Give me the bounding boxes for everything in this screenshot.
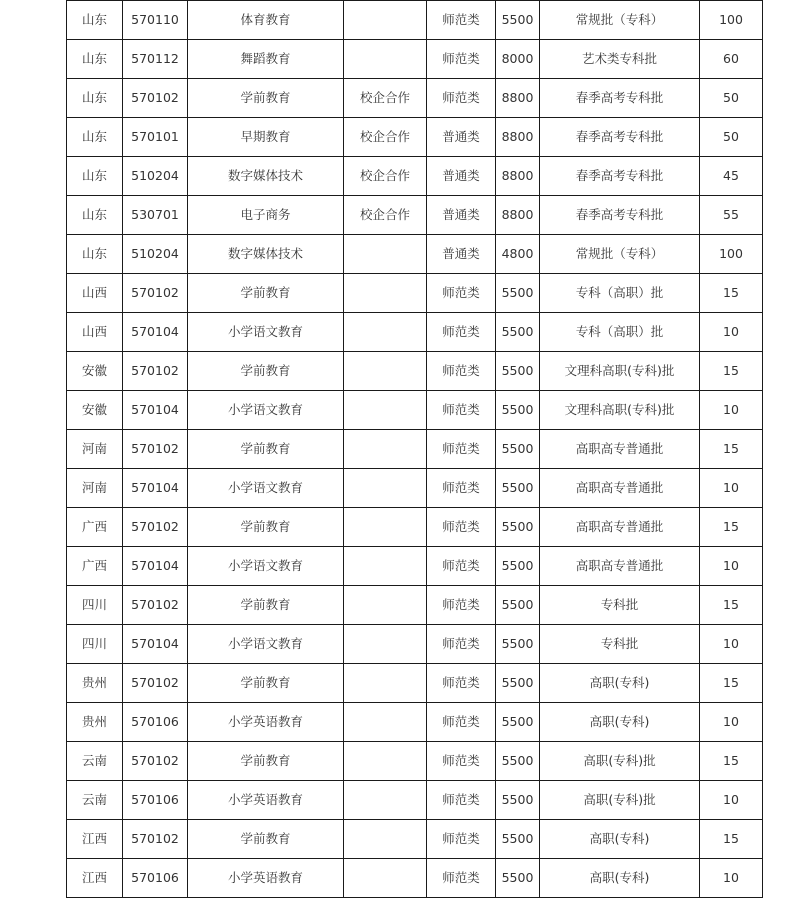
tuition-cell: 8800 <box>496 157 540 196</box>
plan-count-cell: 60 <box>700 40 763 79</box>
plan-count-cell: 10 <box>700 781 763 820</box>
batch-cell: 高职(专科) <box>540 664 700 703</box>
plan-count-cell: 15 <box>700 352 763 391</box>
plan-count-cell: 50 <box>700 79 763 118</box>
major-code-cell: 570104 <box>123 391 188 430</box>
tuition-cell: 5500 <box>496 859 540 898</box>
plan-count-cell: 10 <box>700 859 763 898</box>
category-cell: 师范类 <box>427 625 496 664</box>
category-cell: 师范类 <box>427 1 496 40</box>
tuition-cell: 8800 <box>496 79 540 118</box>
major-name-cell: 学前教育 <box>188 274 344 313</box>
major-name-cell: 小学语文教育 <box>188 469 344 508</box>
province-cell: 安徽 <box>67 391 123 430</box>
batch-cell: 专科批 <box>540 625 700 664</box>
major-name-cell: 小学语文教育 <box>188 547 344 586</box>
batch-cell: 高职高专普通批 <box>540 547 700 586</box>
major-code-cell: 510204 <box>123 235 188 274</box>
note-cell <box>344 235 427 274</box>
category-cell: 师范类 <box>427 820 496 859</box>
major-name-cell: 学前教育 <box>188 79 344 118</box>
batch-cell: 高职(专科)批 <box>540 742 700 781</box>
note-cell: 校企合作 <box>344 196 427 235</box>
note-cell <box>344 430 427 469</box>
table-row <box>67 742 763 781</box>
tuition-cell: 5500 <box>496 547 540 586</box>
major-name-cell: 学前教育 <box>188 430 344 469</box>
batch-cell: 春季高考专科批 <box>540 79 700 118</box>
category-cell: 普通类 <box>427 157 496 196</box>
province-cell: 四川 <box>67 625 123 664</box>
province-cell: 山东 <box>67 235 123 274</box>
note-cell <box>344 625 427 664</box>
plan-count-cell: 10 <box>700 313 763 352</box>
plan-count-cell: 10 <box>700 625 763 664</box>
tuition-cell: 5500 <box>496 742 540 781</box>
major-code-cell: 570104 <box>123 625 188 664</box>
tuition-cell: 5500 <box>496 391 540 430</box>
table-row <box>67 625 763 664</box>
note-cell <box>344 1 427 40</box>
table-row <box>67 118 763 157</box>
major-code-cell: 570106 <box>123 859 188 898</box>
batch-cell: 专科（高职）批 <box>540 274 700 313</box>
major-name-cell: 学前教育 <box>188 586 344 625</box>
major-code-cell: 570106 <box>123 703 188 742</box>
province-cell: 山东 <box>67 196 123 235</box>
major-code-cell: 570104 <box>123 547 188 586</box>
category-cell: 师范类 <box>427 79 496 118</box>
tuition-cell: 8800 <box>496 118 540 157</box>
tuition-cell: 5500 <box>496 352 540 391</box>
province-cell: 广西 <box>67 508 123 547</box>
batch-cell: 高职(专科) <box>540 859 700 898</box>
province-cell: 山东 <box>67 118 123 157</box>
major-code-cell: 570102 <box>123 430 188 469</box>
note-cell: 校企合作 <box>344 118 427 157</box>
major-name-cell: 学前教育 <box>188 742 344 781</box>
major-name-cell: 小学语文教育 <box>188 313 344 352</box>
tuition-cell: 5500 <box>496 469 540 508</box>
note-cell <box>344 469 427 508</box>
tuition-cell: 4800 <box>496 235 540 274</box>
major-name-cell: 小学英语教育 <box>188 859 344 898</box>
batch-cell: 高职(专科)批 <box>540 781 700 820</box>
province-cell: 云南 <box>67 742 123 781</box>
province-cell: 山西 <box>67 313 123 352</box>
major-name-cell: 电子商务 <box>188 196 344 235</box>
tuition-cell: 8800 <box>496 196 540 235</box>
major-name-cell: 学前教育 <box>188 820 344 859</box>
note-cell <box>344 664 427 703</box>
category-cell: 师范类 <box>427 508 496 547</box>
major-name-cell: 数字媒体技术 <box>188 235 344 274</box>
table-row <box>67 79 763 118</box>
batch-cell: 春季高考专科批 <box>540 118 700 157</box>
major-code-cell: 570104 <box>123 469 188 508</box>
note-cell <box>344 859 427 898</box>
batch-cell: 高职高专普通批 <box>540 430 700 469</box>
category-cell: 师范类 <box>427 430 496 469</box>
tuition-cell: 5500 <box>496 625 540 664</box>
batch-cell: 春季高考专科批 <box>540 157 700 196</box>
category-cell: 师范类 <box>427 547 496 586</box>
province-cell: 河南 <box>67 469 123 508</box>
major-name-cell: 小学语文教育 <box>188 625 344 664</box>
major-name-cell: 舞蹈教育 <box>188 40 344 79</box>
note-cell <box>344 352 427 391</box>
batch-cell: 文理科高职(专科)批 <box>540 352 700 391</box>
major-code-cell: 570102 <box>123 820 188 859</box>
province-cell: 四川 <box>67 586 123 625</box>
tuition-cell: 5500 <box>496 1 540 40</box>
province-cell: 山东 <box>67 79 123 118</box>
province-cell: 贵州 <box>67 703 123 742</box>
table-row <box>67 859 763 898</box>
category-cell: 普通类 <box>427 118 496 157</box>
note-cell <box>344 40 427 79</box>
tuition-cell: 5500 <box>496 703 540 742</box>
tuition-cell: 8000 <box>496 40 540 79</box>
batch-cell: 文理科高职(专科)批 <box>540 391 700 430</box>
plan-count-cell: 15 <box>700 508 763 547</box>
table-row <box>67 274 763 313</box>
table-row <box>67 664 763 703</box>
tuition-cell: 5500 <box>496 508 540 547</box>
major-code-cell: 570102 <box>123 742 188 781</box>
plan-count-cell: 15 <box>700 742 763 781</box>
province-cell: 安徽 <box>67 352 123 391</box>
note-cell: 校企合作 <box>344 79 427 118</box>
tuition-cell: 5500 <box>496 820 540 859</box>
table-row <box>67 781 763 820</box>
table-row <box>67 157 763 196</box>
table-row <box>67 391 763 430</box>
major-name-cell: 小学语文教育 <box>188 391 344 430</box>
table-row <box>67 40 763 79</box>
batch-cell: 高职(专科) <box>540 703 700 742</box>
plan-count-cell: 15 <box>700 430 763 469</box>
major-code-cell: 570110 <box>123 1 188 40</box>
plan-count-cell: 100 <box>700 1 763 40</box>
province-cell: 河南 <box>67 430 123 469</box>
batch-cell: 高职高专普通批 <box>540 508 700 547</box>
category-cell: 师范类 <box>427 586 496 625</box>
major-code-cell: 570104 <box>123 313 188 352</box>
category-cell: 师范类 <box>427 391 496 430</box>
major-code-cell: 530701 <box>123 196 188 235</box>
note-cell: 校企合作 <box>344 157 427 196</box>
batch-cell: 专科批 <box>540 586 700 625</box>
plan-count-cell: 15 <box>700 586 763 625</box>
note-cell <box>344 703 427 742</box>
table-row <box>67 820 763 859</box>
note-cell <box>344 313 427 352</box>
major-name-cell: 学前教育 <box>188 664 344 703</box>
category-cell: 师范类 <box>427 352 496 391</box>
tuition-cell: 5500 <box>496 274 540 313</box>
plan-count-cell: 45 <box>700 157 763 196</box>
batch-cell: 常规批（专科） <box>540 235 700 274</box>
table-row <box>67 430 763 469</box>
batch-cell: 常规批（专科） <box>540 1 700 40</box>
major-name-cell: 数字媒体技术 <box>188 157 344 196</box>
major-code-cell: 570102 <box>123 274 188 313</box>
tuition-cell: 5500 <box>496 781 540 820</box>
table-row <box>67 1 763 40</box>
category-cell: 师范类 <box>427 781 496 820</box>
plan-count-cell: 100 <box>700 235 763 274</box>
note-cell <box>344 742 427 781</box>
major-code-cell: 570102 <box>123 664 188 703</box>
plan-count-cell: 15 <box>700 664 763 703</box>
batch-cell: 艺术类专科批 <box>540 40 700 79</box>
table-row <box>67 352 763 391</box>
category-cell: 师范类 <box>427 274 496 313</box>
table-row <box>67 235 763 274</box>
tuition-cell: 5500 <box>496 664 540 703</box>
province-cell: 江西 <box>67 820 123 859</box>
province-cell: 山东 <box>67 1 123 40</box>
province-cell: 山东 <box>67 40 123 79</box>
batch-cell: 高职高专普通批 <box>540 469 700 508</box>
major-name-cell: 学前教育 <box>188 352 344 391</box>
plan-count-cell: 10 <box>700 469 763 508</box>
major-code-cell: 570102 <box>123 79 188 118</box>
major-code-cell: 570102 <box>123 508 188 547</box>
table-row <box>67 313 763 352</box>
note-cell <box>344 274 427 313</box>
note-cell <box>344 391 427 430</box>
major-code-cell: 570106 <box>123 781 188 820</box>
category-cell: 师范类 <box>427 703 496 742</box>
tuition-cell: 5500 <box>496 430 540 469</box>
major-name-cell: 小学英语教育 <box>188 703 344 742</box>
major-name-cell: 体育教育 <box>188 1 344 40</box>
major-code-cell: 570112 <box>123 40 188 79</box>
major-name-cell: 小学英语教育 <box>188 781 344 820</box>
table-row <box>67 547 763 586</box>
category-cell: 普通类 <box>427 196 496 235</box>
note-cell <box>344 547 427 586</box>
plan-count-cell: 10 <box>700 391 763 430</box>
major-code-cell: 570101 <box>123 118 188 157</box>
tuition-cell: 5500 <box>496 586 540 625</box>
table-row <box>67 703 763 742</box>
tuition-cell: 5500 <box>496 313 540 352</box>
province-cell: 山东 <box>67 157 123 196</box>
note-cell <box>344 508 427 547</box>
category-cell: 师范类 <box>427 664 496 703</box>
table-body <box>67 1 763 898</box>
province-cell: 贵州 <box>67 664 123 703</box>
plan-count-cell: 50 <box>700 118 763 157</box>
note-cell <box>344 586 427 625</box>
major-name-cell: 早期教育 <box>188 118 344 157</box>
plan-count-cell: 15 <box>700 274 763 313</box>
plan-count-cell: 15 <box>700 820 763 859</box>
major-code-cell: 570102 <box>123 352 188 391</box>
category-cell: 普通类 <box>427 235 496 274</box>
plan-count-cell: 10 <box>700 547 763 586</box>
note-cell <box>344 820 427 859</box>
major-code-cell: 510204 <box>123 157 188 196</box>
category-cell: 师范类 <box>427 313 496 352</box>
plan-count-cell: 55 <box>700 196 763 235</box>
batch-cell: 春季高考专科批 <box>540 196 700 235</box>
note-cell <box>344 781 427 820</box>
category-cell: 师范类 <box>427 742 496 781</box>
province-cell: 江西 <box>67 859 123 898</box>
plan-count-cell: 10 <box>700 703 763 742</box>
category-cell: 师范类 <box>427 40 496 79</box>
major-code-cell: 570102 <box>123 586 188 625</box>
major-name-cell: 学前教育 <box>188 508 344 547</box>
province-cell: 山西 <box>67 274 123 313</box>
batch-cell: 专科（高职）批 <box>540 313 700 352</box>
category-cell: 师范类 <box>427 859 496 898</box>
table-row <box>67 508 763 547</box>
enrollment-plan-table <box>66 0 763 898</box>
table-row <box>67 196 763 235</box>
province-cell: 云南 <box>67 781 123 820</box>
table-row <box>67 469 763 508</box>
province-cell: 广西 <box>67 547 123 586</box>
batch-cell: 高职(专科) <box>540 820 700 859</box>
table-row <box>67 586 763 625</box>
category-cell: 师范类 <box>427 469 496 508</box>
